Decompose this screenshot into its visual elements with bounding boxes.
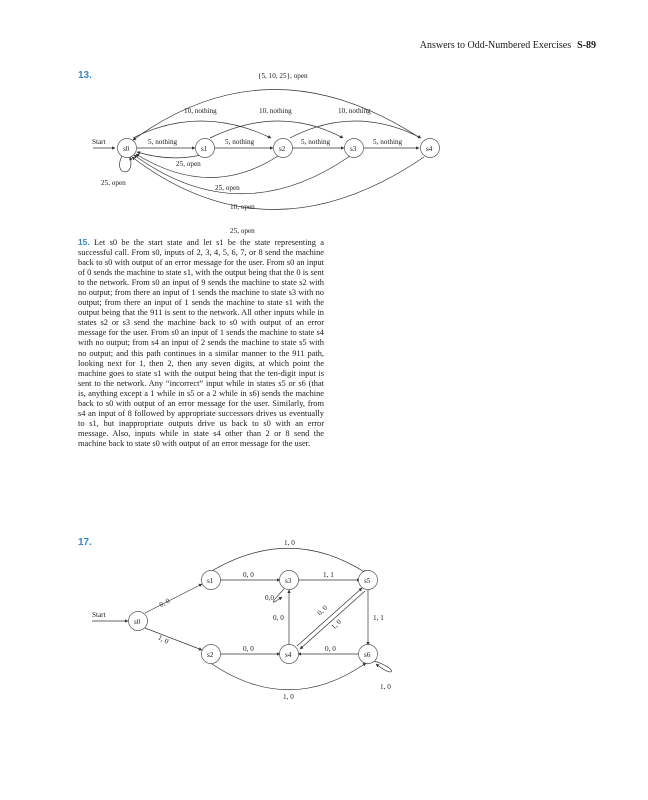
- svg-text:s0: s0: [123, 145, 130, 153]
- label-17-s5-s6: 1, 1: [373, 614, 384, 622]
- label-17-s1-s3: 0, 0: [243, 571, 254, 579]
- state-s3-17: [280, 571, 299, 590]
- label-13-loop-s0: 25, open: [101, 179, 126, 187]
- arc-s2-s4-ten: [290, 121, 421, 138]
- arc-s2-s6-bottom: [212, 663, 366, 690]
- state-s1-17: [202, 571, 221, 590]
- state-s5-17: [359, 571, 378, 590]
- label-13-ten-s1-s3: 10, nothing: [259, 107, 292, 115]
- label-13-five-s2-s3: 5, nothing: [301, 138, 331, 146]
- exercise-13-number: 13.: [78, 70, 92, 81]
- label-13-s4-back: 25, open: [230, 227, 255, 235]
- exercise-17-number: 17.: [78, 537, 92, 548]
- arc-s0-s2-ten: [133, 121, 271, 138]
- label-13-five-s1-s2: 5, nothing: [225, 138, 255, 146]
- label-17-s4-s3: 0, 0: [273, 614, 284, 622]
- label-13-s1-back: 25, open: [176, 160, 201, 168]
- edge-s0-s2: [145, 628, 202, 650]
- label-13-ten-s2-s4: 10, nothing: [338, 107, 371, 115]
- state-s2-13: [274, 139, 293, 158]
- arc-s1-s3-ten: [210, 121, 343, 138]
- svg-text:s4: s4: [285, 651, 292, 659]
- exercise-15-answer: [78, 237, 324, 449]
- running-title: Answers to Odd-Numbered Exercises: [419, 40, 572, 51]
- svg-text:s3: s3: [350, 145, 357, 153]
- svg-text:s0: s0: [134, 618, 141, 626]
- edge-s4-s5: [297, 588, 362, 646]
- arc-s1-s0-back: [137, 152, 201, 158]
- label-17-loop-s3: 0,0: [265, 594, 274, 602]
- state-s1-13: [196, 139, 215, 158]
- label-13-five-s3-s4: 5, nothing: [373, 138, 403, 146]
- label-17-s5-s4: 0, 0: [315, 603, 330, 618]
- label-17-s4-s5: 1, 0: [329, 617, 344, 632]
- edge-s5-s4: [300, 591, 365, 649]
- exercise-15-number: 15.: [78, 237, 90, 247]
- label-13-ten-s0-s2: 10, nothing: [184, 107, 217, 115]
- label-17-s6-s4: 0, 0: [325, 645, 336, 653]
- exercise-13-diagram: [0, 60, 648, 240]
- exercise-17-diagram: [0, 535, 648, 705]
- loop-s6: [374, 661, 392, 672]
- state-s0-17: [129, 612, 148, 631]
- state-s4-13: [421, 139, 440, 158]
- running-header: [0, 40, 596, 51]
- state-s0-13: [118, 139, 137, 158]
- exercise-15-text: Let s0 be the start state and let s1 be the state representing a successful call. From s0, inputs of 2, 3, 4, 5, 6, 7, or 8 send the machine back to s0 with output of an error message for the user. From s0 an input of 0 sends the machine to state s1, with the output being that the 0 is sent to the network. From s0 an input of 9 sends the machine to state s2 with no output; from there an input of 1 sends the machine to state s3 with no output; from there an input of 1 sends the machine to state s1 with the output being that the 911 is sent to the network. All other inputs while in states s2 or s3 send the machine back to s0 with output of an error message for the user. From s0 an input of 1 sends the machine to state s4 with no output; from s4 an input of 2 sends the machine to state s5 with no output; and this path continues in a similar manner to the 911 path, looking next for 1, then 2, then any seven digits, at which point the machine goes to state s1 with the output being that the ten-digit input is sent to the network. Any “incorrect” input while in states s5 or s6 (that is, anything except a 1 while in s5 or a 2 while in s6) sends the machine back to s0 with output of an error message for the user. Similarly, from s4 an input of 8 followed by appropriate successors drives us eventually to s1, but inappropriate outputs drive us back to s0 with an error message. Also, inputs while in state s4 other than 2 or 8 send the machine back to state s0 with output of an error message for the user.: [78, 238, 325, 448]
- label-13-top: {5, 10, 25}, open: [258, 72, 308, 80]
- label-17-s2-s4: 0, 0: [243, 645, 254, 653]
- loop-s0-13: [120, 156, 131, 172]
- label-17-s0-s1: 0, 0: [157, 596, 172, 610]
- svg-text:s2: s2: [207, 651, 214, 659]
- svg-text:s4: s4: [426, 145, 433, 153]
- start-label-17: Start: [92, 611, 106, 619]
- label-17-loop-s6: 1, 0: [380, 683, 391, 691]
- label-13-five-s0-s1: 5, nothing: [148, 138, 178, 146]
- loop-s3: [273, 589, 284, 602]
- label-13-s3-back: 10, open: [230, 203, 255, 211]
- state-s2-17: [202, 645, 221, 664]
- label-17-s0-s2: 1, 0: [156, 633, 170, 646]
- label-17-bottom: 1, 0: [283, 693, 294, 701]
- state-s6-17: [359, 645, 378, 664]
- label-17-s3-s5: 1, 1: [323, 571, 334, 579]
- state-s3-13: [345, 139, 364, 158]
- arc-s3-s0-back: [134, 155, 350, 194]
- label-13-s2-back: 25, open: [215, 184, 240, 192]
- svg-text:s1: s1: [207, 577, 214, 585]
- start-label-13: Start: [92, 138, 106, 146]
- svg-text:s3: s3: [285, 577, 292, 585]
- page-number: S-89: [577, 40, 596, 51]
- svg-text:s2: s2: [279, 145, 286, 153]
- svg-text:s6: s6: [364, 651, 371, 659]
- state-s4-17: [280, 645, 299, 664]
- svg-text:s1: s1: [201, 145, 208, 153]
- arc-s1-s5-top: [210, 548, 366, 573]
- svg-text:s5: s5: [364, 577, 371, 585]
- edge-s0-s1: [145, 584, 202, 613]
- label-17-top: 1, 0: [284, 539, 295, 547]
